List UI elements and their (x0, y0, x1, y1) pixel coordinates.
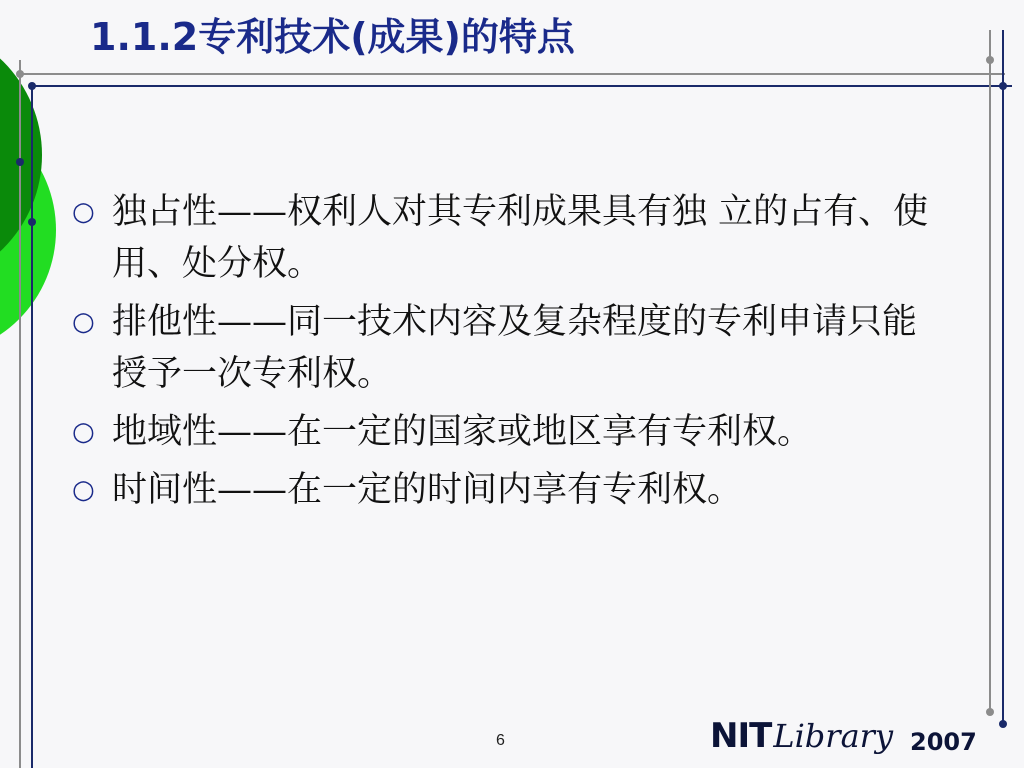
bullet-text: 地域性——在一定的国家或地区享有专利权。 (112, 412, 813, 452)
bullet-item (72, 296, 932, 400)
bullet-circle-icon: ○ (72, 307, 95, 337)
page-number: 6 (496, 732, 505, 749)
dot-decoration (16, 70, 24, 78)
bullet-item (72, 464, 932, 516)
dot-decoration (999, 720, 1007, 728)
bullet-circle-icon: ○ (72, 197, 95, 227)
bullet-circle-icon: ○ (72, 475, 95, 505)
slide-title: 1.1.2专利技术(成果)的特点 (90, 15, 575, 59)
logo-nit-text: NIT (710, 716, 772, 756)
bullet-circle-icon: ○ (72, 417, 95, 447)
bullet-item (72, 186, 932, 290)
bullet-text: 独占性——权利人对其专利成果具有独 立的占有、使用、处分权。 (112, 192, 929, 284)
dot-decoration (28, 82, 36, 90)
logo-library-text: Library (773, 717, 894, 755)
bullet-list (72, 186, 932, 522)
bullet-item (72, 406, 932, 458)
dot-decoration (986, 56, 994, 64)
dot-decoration (16, 158, 24, 166)
dot-decoration (28, 218, 36, 226)
nit-library-logo (710, 716, 893, 756)
bullet-text: 排他性——同一技术内容及复杂程度的专利申请只能授予一次专利权。 (112, 302, 918, 394)
bullet-text: 时间性——在一定的时间内享有专利权。 (112, 470, 743, 510)
logo-year: 2007 (910, 728, 977, 756)
dot-decoration (999, 82, 1007, 90)
dot-decoration (986, 708, 994, 716)
